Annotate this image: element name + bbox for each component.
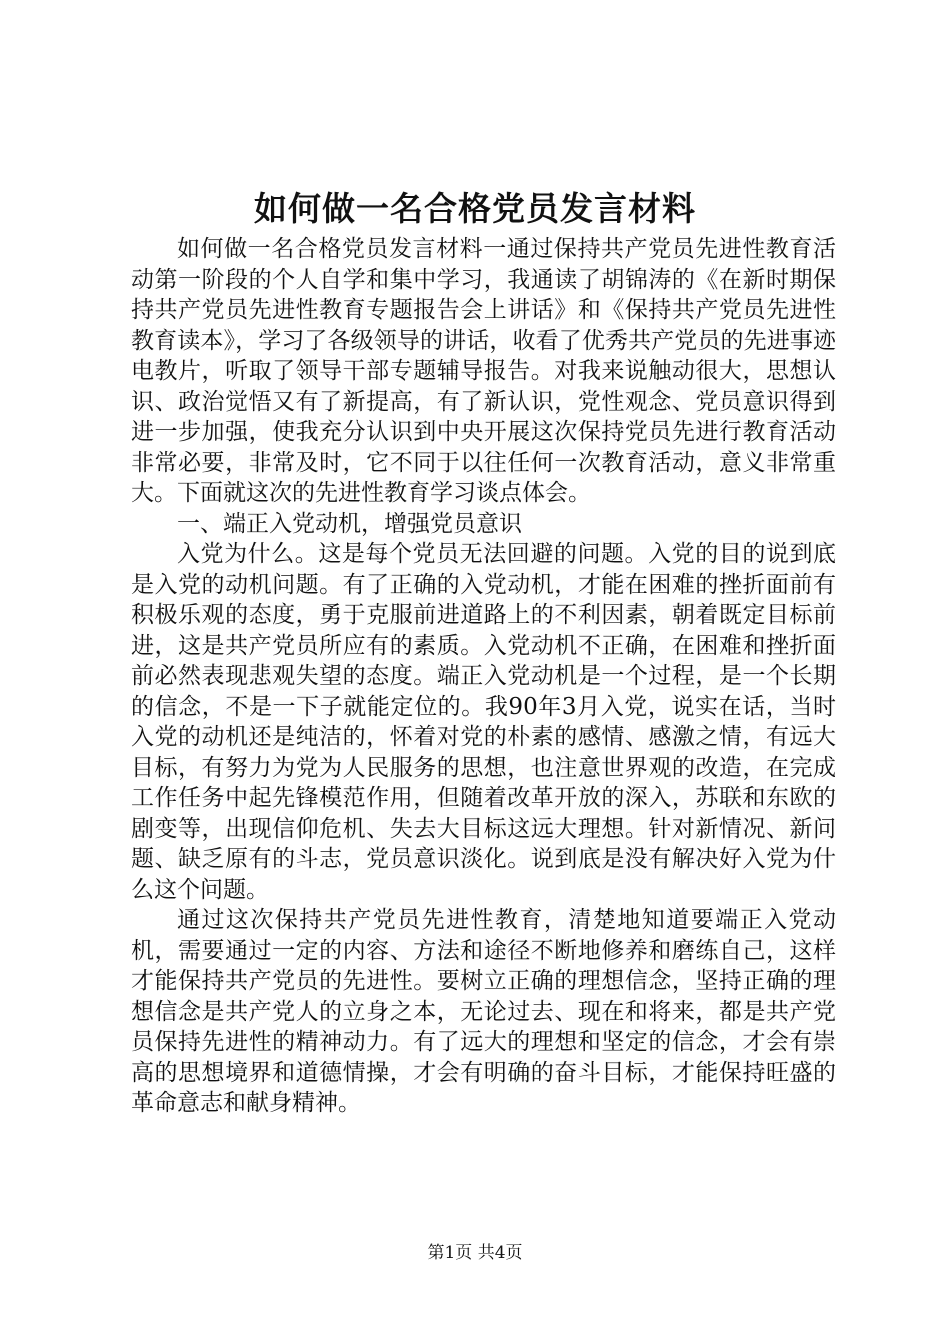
document-body bbox=[131, 234, 836, 1119]
paragraph-intro: 如何做一名合格党员发言材料一通过保持共产党员先进性教育活动第一阶段的个人自学和集中学习，我通读了胡锦涛的《在新时期保持共产党员先进性教育专题报告会上讲话》和《保持共产党员先进性教育读本》，学习了各级领导的讲话，收看了优秀共产党员的先进事迹电教片，听取了领导干部专题辅导报告。对我来说触动很大，思想认识、政治觉悟又有了新提高，有了新认识，党性观念、党员意识得到进一步加强，使我充分认识到中央开展这次保持党员先进行教育活动非常必要，非常及时，它不同于以往任何一次教育活动，意义非常重大。下面就这次的先进性教育学习谈点体会。 bbox=[131, 236, 836, 506]
paragraph-education: 通过这次保持共产党员先进性教育，清楚地知道要端正入党动机，需要通过一定的内容、方法和途径不断地修养和磨练自己，这样才能保持共产党员的先进性。要树立正确的理想信念，坚持正确的理想信念是共产党人的立身之本，无论过去、现在和将来，都是共产党员保持先进性的精神动力。有了远大的理想和坚定的信念，才会有崇高的思想境界和道德情操，才会有明确的奋斗目标，才能保持旺盛的革命意志和献身精神。 bbox=[131, 907, 836, 1116]
page-number-footer: 第1页 共4页 bbox=[427, 1243, 523, 1263]
document-title: 如何做一名合格党员发言材料 bbox=[254, 189, 696, 228]
paragraph-motivation: 入党为什么。这是每个党员无法回避的问题。入党的目的说到底是入党的动机问题。有了正确的入党动机，才能在困难的挫折面前有积极乐观的态度，勇于克服前进道路上的不利因素，朝着既定目标前进，这是共产党员所应有的素质。入党动机不正确，在困难和挫折面前必然表现悲观失望的态度。端正入党动机是一个过程，是一个长期的信念，不是一下子就能定位的。我90年3月入党，说实在话，当时入党的动机还是纯洁的，怀着对党的朴素的感情、感激之情，有远大目标，有努力为党为人民服务的思想，也注意世界观的改造，在完成工作任务中起先锋模范作用，但随着改革开放的深入，苏联和东欧的剧变等，出现信仰危机、失去大目标这远大理想。针对新情况、新问题、缺乏原有的斗志，党员意识淡化。说到底是没有解决好入党为什么这个问题。 bbox=[131, 541, 836, 903]
section-heading: 一、端正入党动机，增强党员意识 bbox=[177, 510, 522, 537]
